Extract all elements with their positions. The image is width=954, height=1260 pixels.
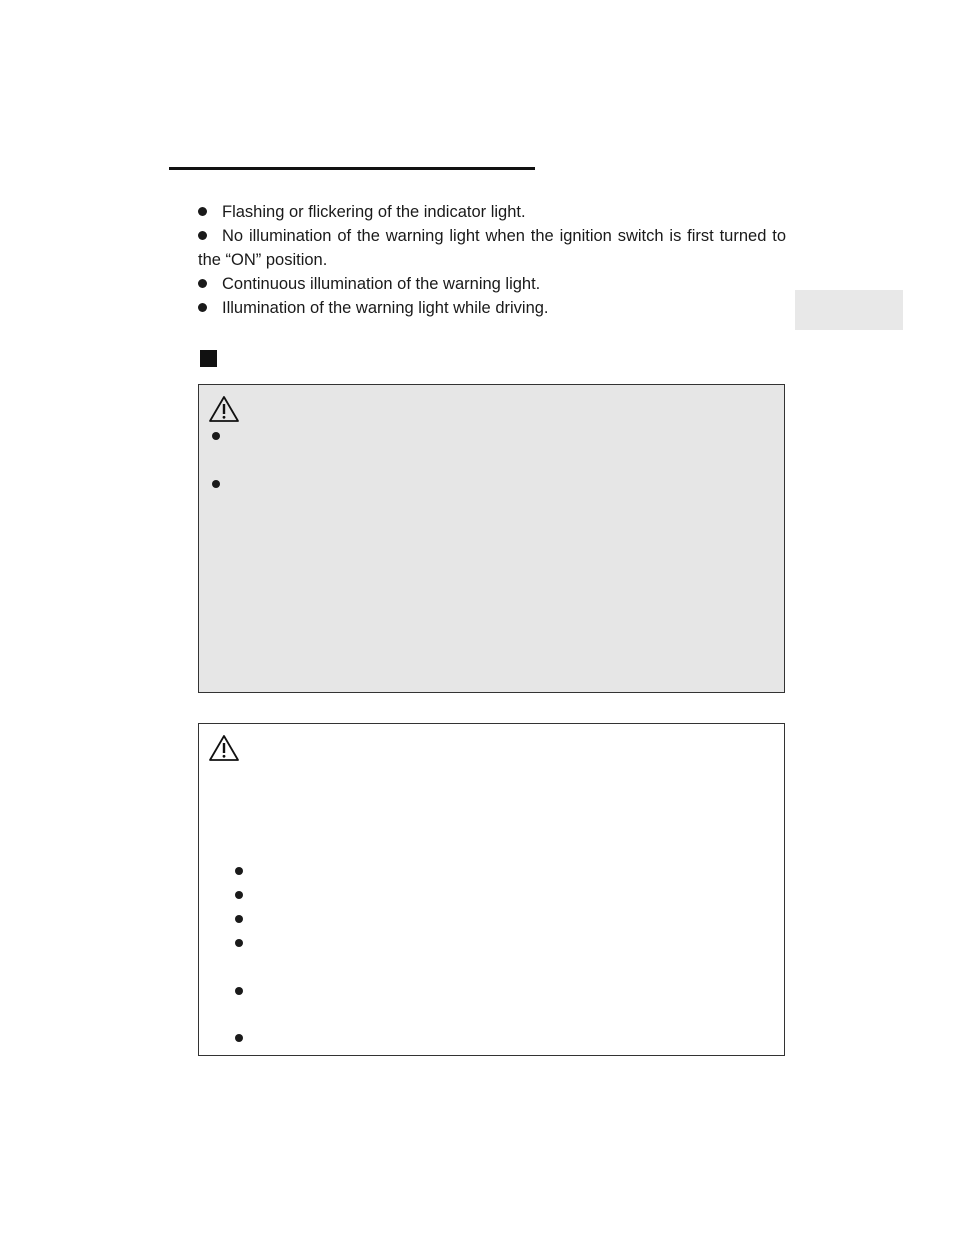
list-item bbox=[198, 296, 786, 320]
indicator-bullet-list bbox=[198, 200, 786, 320]
bullet-dot-icon bbox=[235, 987, 243, 995]
list-item bbox=[198, 200, 786, 224]
bullet-dot-icon bbox=[235, 891, 243, 899]
bullet-dot-icon bbox=[198, 303, 207, 312]
bullet-dot-icon bbox=[235, 939, 243, 947]
warning-triangle-icon bbox=[208, 395, 240, 423]
list-item bbox=[198, 224, 786, 272]
list-item bbox=[198, 272, 786, 296]
bullet-dot-icon bbox=[212, 432, 220, 440]
bullet-dot-icon bbox=[198, 279, 207, 288]
black-square-icon bbox=[200, 350, 217, 367]
bullet-dot-icon bbox=[198, 207, 207, 216]
bullet-dot-icon bbox=[235, 1034, 243, 1042]
warning-triangle-icon bbox=[208, 734, 240, 762]
caution-box bbox=[198, 723, 785, 1056]
bullet-text: Flashing or flickering of the indicator light. bbox=[222, 203, 526, 221]
bullet-text: No illumination of the warning light when the ignition switch is first turned to the “ON” position. bbox=[198, 227, 786, 269]
bullet-dot-icon bbox=[198, 231, 207, 240]
bullet-dot-icon bbox=[212, 480, 220, 488]
bullet-text: Continuous illumination of the warning light. bbox=[222, 275, 541, 293]
warning-box bbox=[198, 384, 785, 693]
section-rule bbox=[169, 167, 535, 170]
bullet-dot-icon bbox=[235, 867, 243, 875]
bullet-text: Illumination of the warning light while driving. bbox=[222, 299, 549, 317]
bullet-dot-icon bbox=[235, 915, 243, 923]
side-tab bbox=[795, 290, 903, 330]
